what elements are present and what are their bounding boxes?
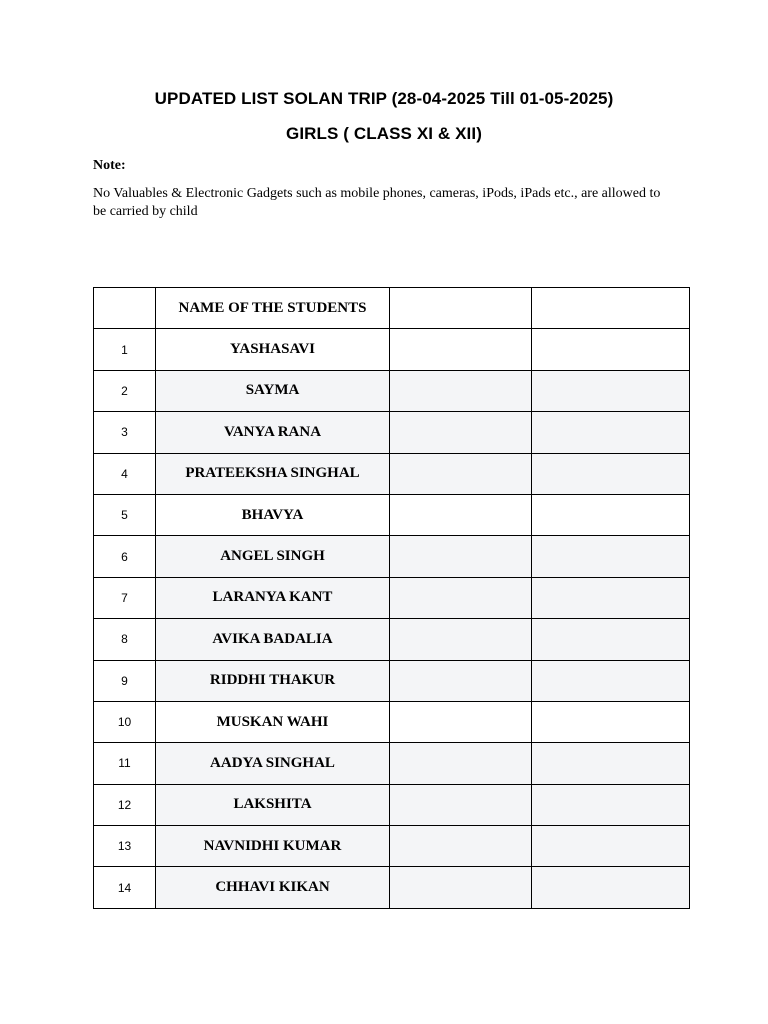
empty-cell <box>532 329 690 370</box>
student-name: PRATEEKSHA SINGHAL <box>156 453 390 494</box>
row-number: 7 <box>94 577 156 618</box>
student-name: LARANYA KANT <box>156 577 390 618</box>
table-row <box>94 701 690 742</box>
student-name: AADYA SINGHAL <box>156 743 390 784</box>
empty-cell <box>390 826 532 867</box>
header-name-cell: NAME OF THE STUDENTS <box>156 288 390 329</box>
row-number: 4 <box>94 453 156 494</box>
student-name: ANGEL SINGH <box>156 536 390 577</box>
table-row <box>94 743 690 784</box>
document-subtitle: GIRLS ( CLASS XI & XII) <box>286 124 482 143</box>
empty-cell <box>390 660 532 701</box>
table-row <box>94 619 690 660</box>
empty-cell <box>532 536 690 577</box>
student-name: CHHAVI KIKAN <box>156 867 390 908</box>
empty-cell <box>390 784 532 825</box>
student-name: YASHASAVI <box>156 329 390 370</box>
student-name: SAYMA <box>156 370 390 411</box>
row-number: 3 <box>94 412 156 453</box>
table-row <box>94 494 690 535</box>
empty-cell <box>390 494 532 535</box>
student-name: NAVNIDHI KUMAR <box>156 826 390 867</box>
row-number: 6 <box>94 536 156 577</box>
table-row <box>94 867 690 908</box>
student-name: VANYA RANA <box>156 412 390 453</box>
student-table <box>93 287 690 909</box>
row-number: 14 <box>94 867 156 908</box>
row-number: 8 <box>94 619 156 660</box>
empty-cell <box>532 743 690 784</box>
table-row <box>94 412 690 453</box>
empty-cell <box>390 701 532 742</box>
empty-cell <box>390 577 532 618</box>
student-name: BHAVYA <box>156 494 390 535</box>
empty-cell <box>390 619 532 660</box>
empty-cell <box>532 701 690 742</box>
table-row <box>94 826 690 867</box>
empty-cell <box>390 370 532 411</box>
row-number: 2 <box>94 370 156 411</box>
header-empty-cell-2 <box>532 288 690 329</box>
header-empty-cell-1 <box>390 288 532 329</box>
empty-cell <box>532 370 690 411</box>
row-number: 1 <box>94 329 156 370</box>
empty-cell <box>390 412 532 453</box>
note-label: Note: <box>93 158 126 173</box>
table-row <box>94 536 690 577</box>
row-number: 9 <box>94 660 156 701</box>
header-number-cell <box>94 288 156 329</box>
empty-cell <box>532 784 690 825</box>
table-row <box>94 370 690 411</box>
row-number: 11 <box>94 743 156 784</box>
empty-cell <box>532 660 690 701</box>
empty-cell <box>532 619 690 660</box>
student-name: MUSKAN WAHI <box>156 701 390 742</box>
row-number: 13 <box>94 826 156 867</box>
table-row <box>94 784 690 825</box>
empty-cell <box>390 743 532 784</box>
table-row <box>94 329 690 370</box>
empty-cell <box>532 412 690 453</box>
table-row <box>94 660 690 701</box>
row-number: 10 <box>94 701 156 742</box>
empty-cell <box>532 577 690 618</box>
note-text: No Valuables & Electronic Gadgets such as mobile phones, cameras, iPods, iPads etc., are allowed to be carried by child <box>93 186 661 219</box>
empty-cell <box>532 494 690 535</box>
empty-cell <box>532 826 690 867</box>
empty-cell <box>390 453 532 494</box>
empty-cell <box>390 329 532 370</box>
table-row <box>94 577 690 618</box>
empty-cell <box>390 536 532 577</box>
empty-cell <box>390 867 532 908</box>
empty-cell <box>532 453 690 494</box>
table-header-row <box>94 288 690 329</box>
document-title: UPDATED LIST SOLAN TRIP (28-04-2025 Till 01-05-2025) <box>154 89 614 108</box>
row-number: 12 <box>94 784 156 825</box>
table-row <box>94 453 690 494</box>
row-number: 5 <box>94 494 156 535</box>
student-name: AVIKA BADALIA <box>156 619 390 660</box>
student-name: RIDDHI THAKUR <box>156 660 390 701</box>
empty-cell <box>532 867 690 908</box>
student-name: LAKSHITA <box>156 784 390 825</box>
